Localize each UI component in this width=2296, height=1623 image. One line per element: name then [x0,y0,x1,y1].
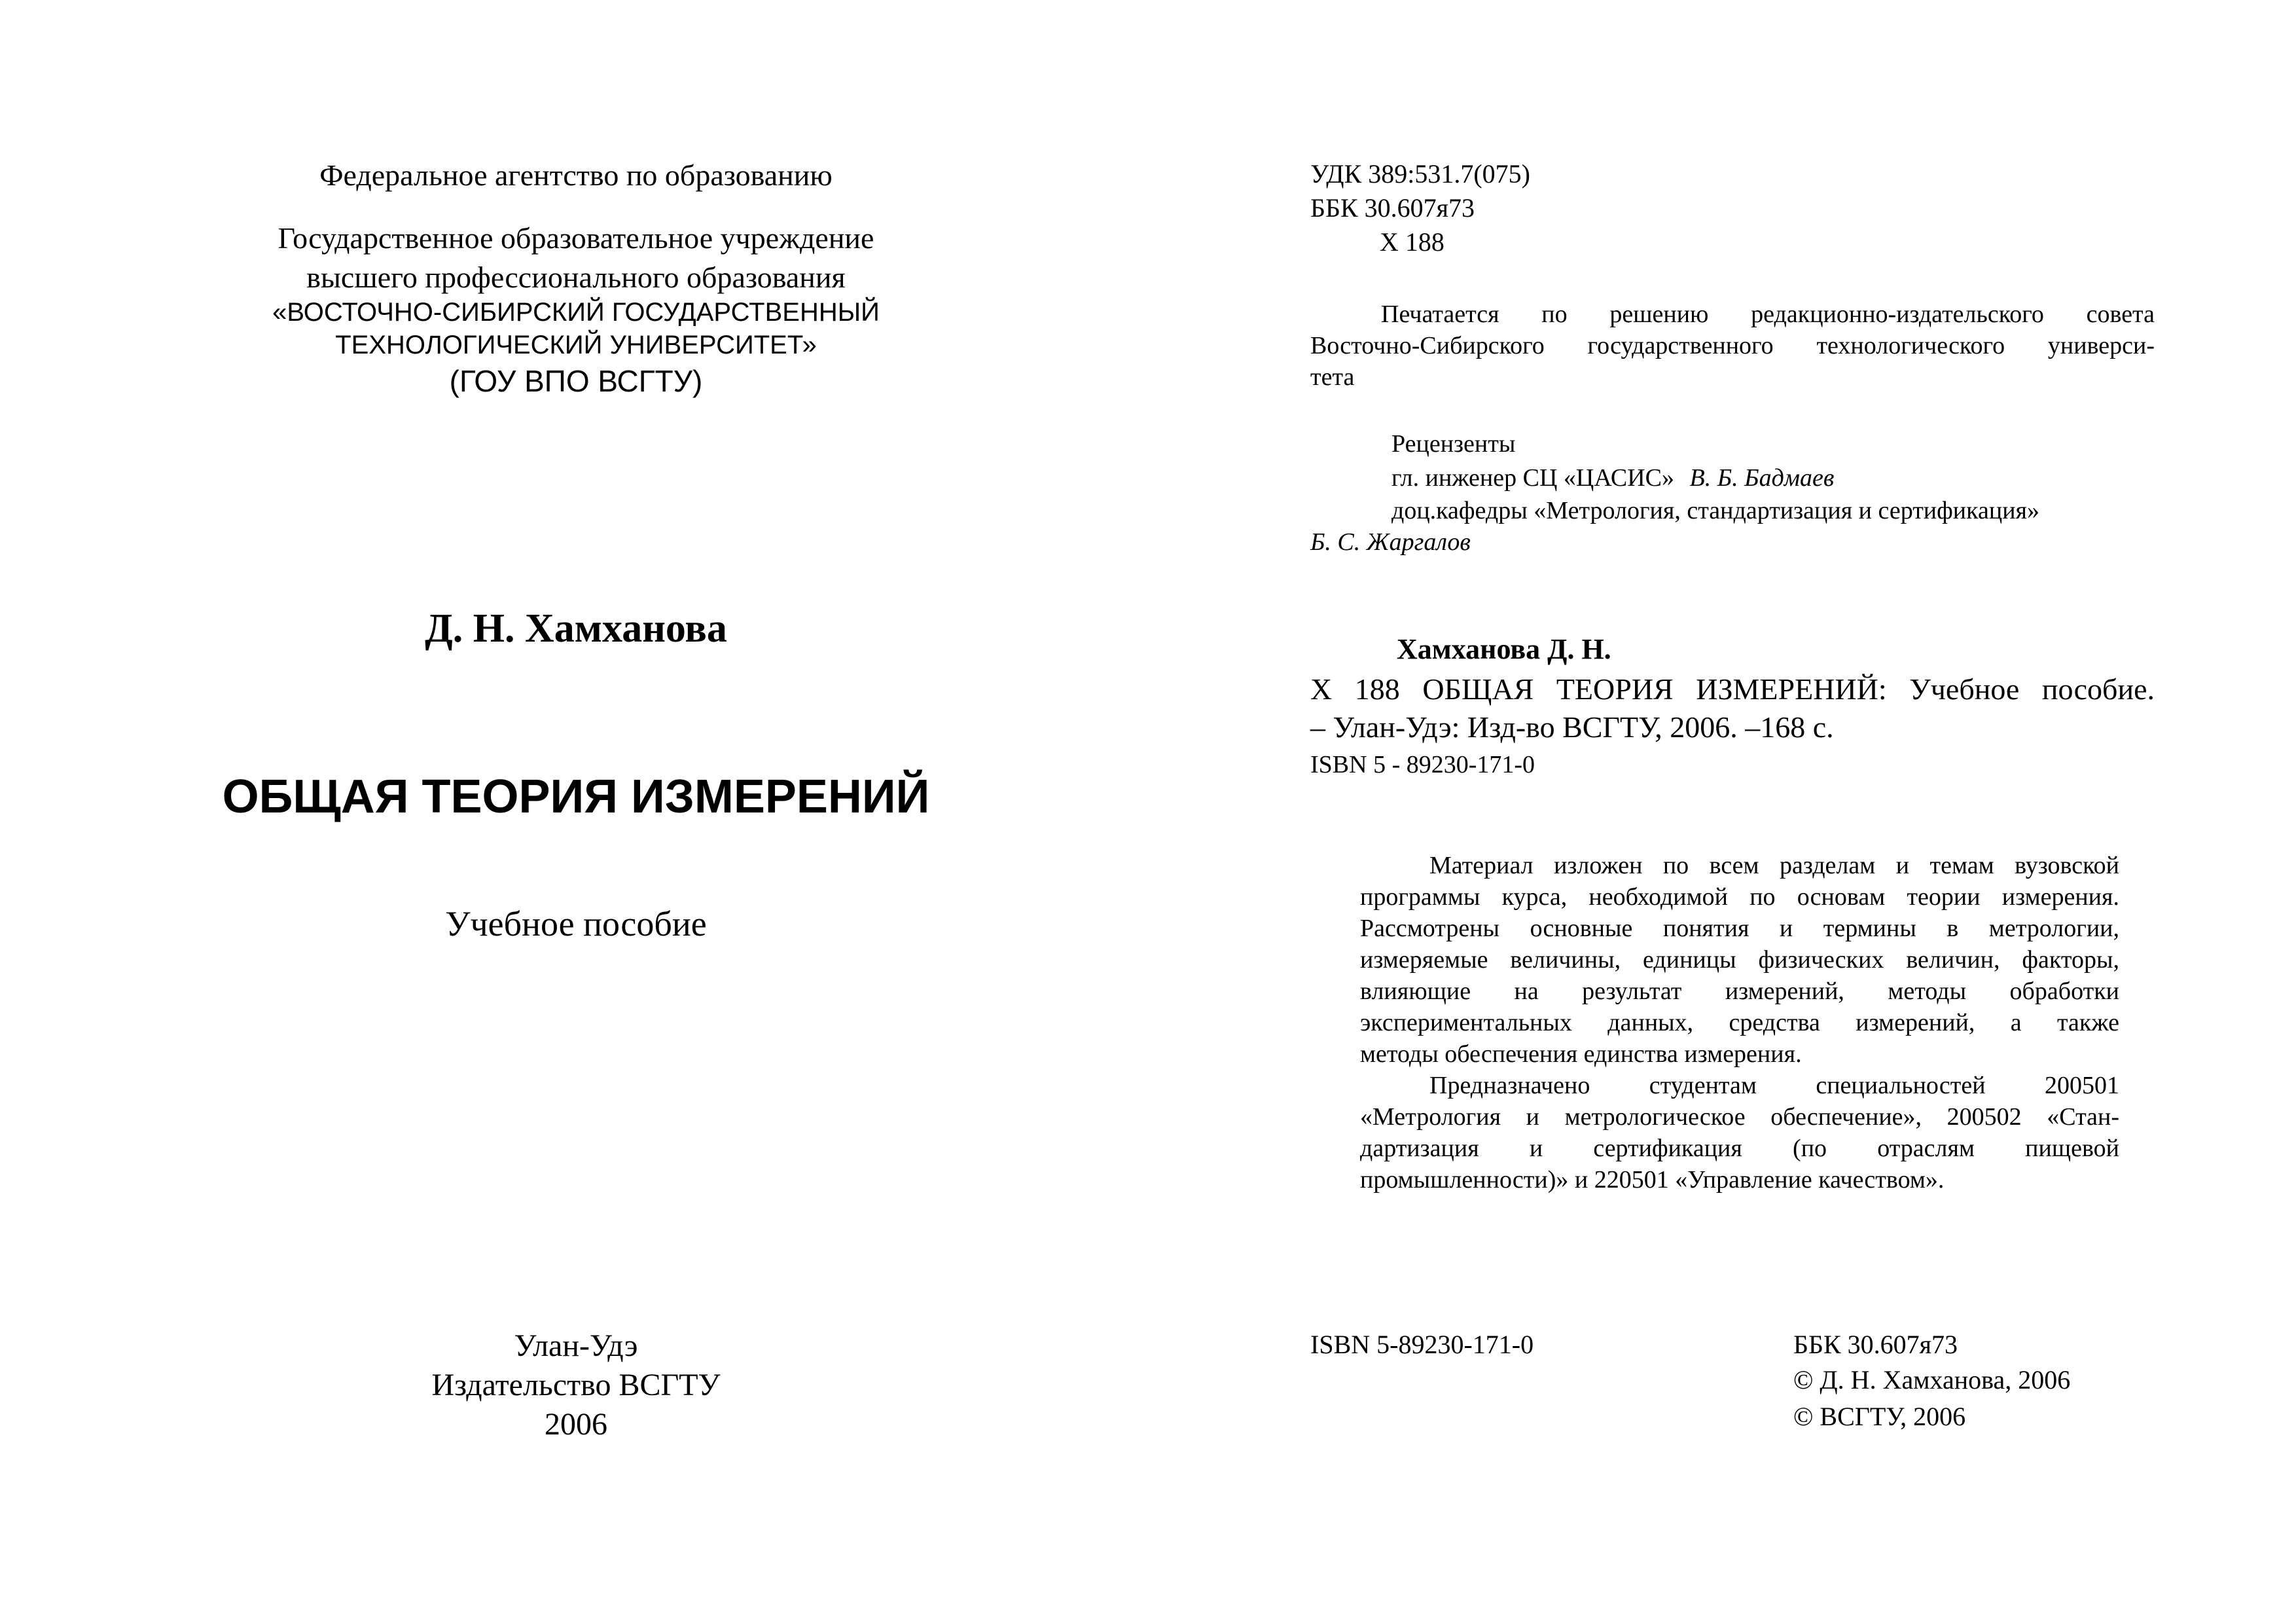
reviewer-1 [1391,462,1834,494]
imprint-year: 2006 [545,1407,607,1442]
agency-line: Федеральное агентство по образованию [319,158,833,192]
footer-copyright-author: © Д. Н. Хамханова, 2006 [1793,1365,2071,1395]
footer-isbn: ISBN 5-89230-171-0 [1310,1330,1534,1359]
institution-line-2: высшего профессионального образования [306,261,846,294]
bbk-code: ББК 30.607я73 [1310,193,1475,223]
print-note [1310,299,2155,393]
print-note-line-2: Восточно-Сибирского государственного технологического универси- [1310,332,2155,359]
abstract-p1-line-5: влияющие на результат измерений, методы обработки [1360,977,2119,1005]
reviewer-1-name: В. Б. Бадмаев [1689,464,1835,492]
reviewer-2-name: Б. С. Жаргалов [1310,528,1471,556]
book-title: ОБЩАЯ ТЕОРИЯ ИЗМЕРЕНИЙ [222,771,930,823]
footer-bbk: ББК 30.607я73 [1793,1330,1958,1359]
bib-line-1 [1310,670,2155,708]
footer-copyright-university: © ВСГТУ, 2006 [1793,1402,1966,1431]
abstract-p1-line-4: измеряемые величины, единицы физических величин, факторы, [1360,946,2119,974]
bib-isbn: ISBN 5 - 89230-171-0 [1310,751,1535,778]
book-subtitle: Учебное пособие [445,904,707,943]
university-abbreviation: (ГОУ ВПО ВСГТУ) [449,364,703,398]
abstract-p2-line-4: промышленности)» и 220501 «Управление качеством». [1360,1166,1945,1194]
abstract-p1-line-1: Материал изложен по всем разделам и темам вузовской [1429,852,2119,879]
university-line-2: ТЕХНОЛОГИЧЕСКИЙ УНИВЕРСИТЕТ» [335,331,817,359]
abstract-p1-line-2: программы курса, необходимой по основам теории измерения. [1360,883,2119,911]
author-sign: Х 188 [1380,227,1444,257]
reviewer-1-role: гл. инженер СЦ «ЦАСИС» [1391,464,1675,492]
university-line-1: «ВОСТОЧНО-СИБИРСКИЙ ГОСУДАРСТВЕННЫЙ [272,298,880,327]
abstract-paragraph-2 [1360,1070,2119,1195]
reviewer-2-role: доц.кафедры «Метрология, стандартизация и сертификация» [1391,497,2040,524]
abstract-p1-line-3: Рассмотрены основные понятия и термины в метрологии, [1360,915,2119,942]
print-note-line-1: Печатается по решению редакционно-издательского совета [1381,301,2155,328]
udk-code: УДК 389:531.7(075) [1310,159,1530,189]
bib-line-2: – Улан-Удэ: Изд-во ВСГТУ, 2006. –168 с. [1310,710,1834,744]
imprint-city: Улан-Удэ [514,1328,638,1363]
abstract-paragraph-1 [1360,850,2119,1070]
abstract-p2-line-2: «Метрология и метрологическое обеспечение», 200502 «Стан- [1360,1103,2119,1131]
institution-line-1: Государственное образовательное учреждение [278,221,874,255]
bib-author: Хамханова Д. Н. [1397,633,1611,665]
abstract-p1-line-6: экспериментальных данных, средства измерений, а также [1360,1009,2119,1036]
abstract-p2-line-1: Предназначено студентам специальностей 200501 [1429,1072,2119,1099]
imprint-publisher: Издательство ВСГТУ [431,1368,721,1402]
author-name: Д. Н. Хамханова [425,606,727,651]
reviewers-heading: Рецензенты [1391,430,1516,458]
print-note-line-3: тета [1310,363,1355,391]
abstract-p1-line-7: методы обеспечения единства измерения. [1360,1040,1802,1068]
bib-line-1-text: Х 188 ОБЩАЯ ТЕОРИЯ ИЗМЕРЕНИЙ: Учебное пособие. [1310,672,2155,706]
abstract-p2-line-3: дартизация и сертификация (по отраслям пищевой [1360,1135,2119,1162]
